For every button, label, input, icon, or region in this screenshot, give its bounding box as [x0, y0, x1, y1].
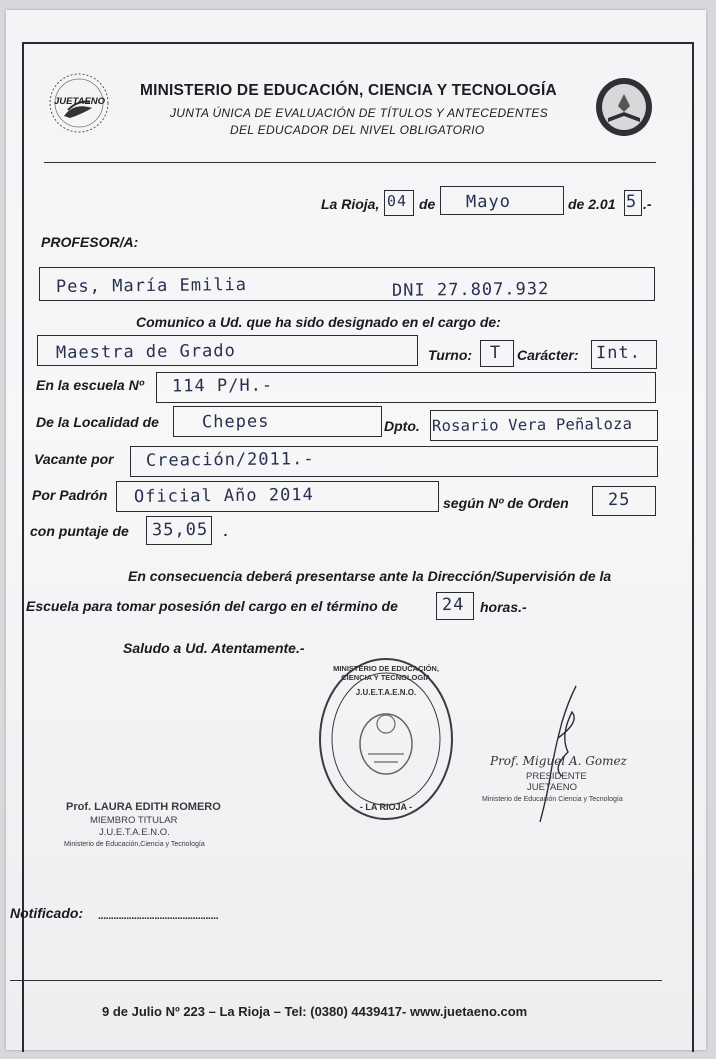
- board-subtitle-line2: DEL EDUCADOR DEL NIVEL OBLIGATORIO: [230, 123, 485, 137]
- ministry-title: MINISTERIO DE EDUCACIÓN, CIENCIA Y TECNOLOGÍA: [140, 82, 557, 99]
- document-frame: [22, 42, 694, 1052]
- turno-label: Turno:: [428, 347, 473, 363]
- school-label: En la escuela Nº: [36, 377, 144, 393]
- dpto-label: Dpto.: [384, 418, 420, 434]
- teacher-name: Pes, María Emilia: [55, 275, 248, 297]
- locality-value: Chepes: [201, 411, 270, 433]
- teacher-dni: DNI 27.807.932: [391, 279, 550, 301]
- notified-label: Notificado:: [10, 905, 84, 921]
- score-value: 35,05: [151, 519, 209, 541]
- date-de-label: de: [419, 196, 436, 212]
- date-year-label: de 2.01: [568, 196, 616, 212]
- signature-right-org: JUETAENO: [527, 782, 577, 793]
- caracter-value: Int.: [595, 342, 642, 364]
- greeting: Saludo a Ud. Atentamente.-: [123, 640, 305, 656]
- date-day-value: 04: [386, 191, 408, 211]
- seal-bottom-text: - LA RIOJA -: [359, 802, 413, 812]
- juetaeno-logo-text: JUETAENO: [54, 96, 106, 107]
- header-divider: [44, 162, 656, 163]
- padron-label: Por Padrón: [32, 487, 108, 503]
- dpto-value: Rosario Vera Peñaloza: [431, 414, 633, 436]
- seal-inner-text: J.U.E.T.A.E.N.O.: [355, 688, 417, 697]
- ministry-emblem-icon: [594, 76, 654, 138]
- seal-ring-text: MINISTERIO DE EDUCACIÓN, CIENCIA Y TECNOLOGÍA: [333, 664, 439, 682]
- caracter-label: Carácter:: [517, 347, 579, 363]
- position-value: Maestra de Grado: [55, 341, 236, 363]
- signature-left-org: J.U.E.T.A.E.N.O.: [99, 827, 170, 838]
- official-seal: [316, 654, 456, 824]
- orden-value: 25: [607, 489, 631, 511]
- date-place-label: La Rioja,: [321, 196, 380, 212]
- vacancy-label: Vacante por: [34, 451, 114, 467]
- signature-right-ministry: Ministerio de Educación Ciencia y Tecnología: [482, 796, 623, 803]
- signature-left-ministry: Ministerio de Educación,Ciencia y Tecnología: [64, 841, 205, 848]
- locality-label: De la Localidad de: [36, 414, 159, 430]
- score-end: .: [224, 523, 228, 539]
- communicate-text: Comunico a Ud. que ha sido designado en el cargo de:: [136, 314, 501, 330]
- turno-value: T: [489, 342, 502, 364]
- date-month-value: Mayo: [465, 191, 512, 213]
- padron-value: Oficial Año 2014: [133, 485, 314, 507]
- notified-dotted-line: ...............................................: [98, 910, 219, 922]
- date-year-digit: 5: [625, 191, 638, 213]
- consequence-line1: En consecuencia deberá presentarse ante la Dirección/Supervisión de la: [128, 568, 612, 584]
- hours-value: 24: [441, 594, 465, 616]
- signature-left-name: Prof. LAURA EDITH ROMERO: [66, 801, 221, 813]
- teacher-label: PROFESOR/A:: [41, 234, 139, 250]
- document-sheet: [6, 10, 706, 1050]
- signature-left-role: MIEMBRO TITULAR: [90, 815, 178, 826]
- board-subtitle-line1: JUNTA ÚNICA DE EVALUACIÓN DE TÍTULOS Y ANTECEDENTES: [170, 106, 549, 120]
- hours-label: horas.-: [480, 599, 527, 615]
- score-label: con puntaje de: [30, 523, 129, 539]
- signature-right-name: Prof. Miguel A. Gomez: [490, 754, 627, 768]
- consequence-line2: Escuela para tomar posesión del cargo en el término de: [26, 598, 398, 614]
- orden-label: según Nº de Orden: [443, 495, 569, 511]
- school-value: 114 P/H.-: [171, 375, 274, 397]
- vacancy-value: Creación/2011.-: [145, 449, 315, 471]
- juetaeno-logo: [48, 72, 110, 134]
- signature-right-role: PRESIDENTE: [526, 771, 587, 782]
- date-end: .-: [643, 196, 652, 212]
- footer-divider: [10, 980, 662, 981]
- footer-contact: 9 de Julio Nº 223 – La Rioja – Tel: (0380) 4439417- www.juetaeno.com: [102, 1004, 528, 1019]
